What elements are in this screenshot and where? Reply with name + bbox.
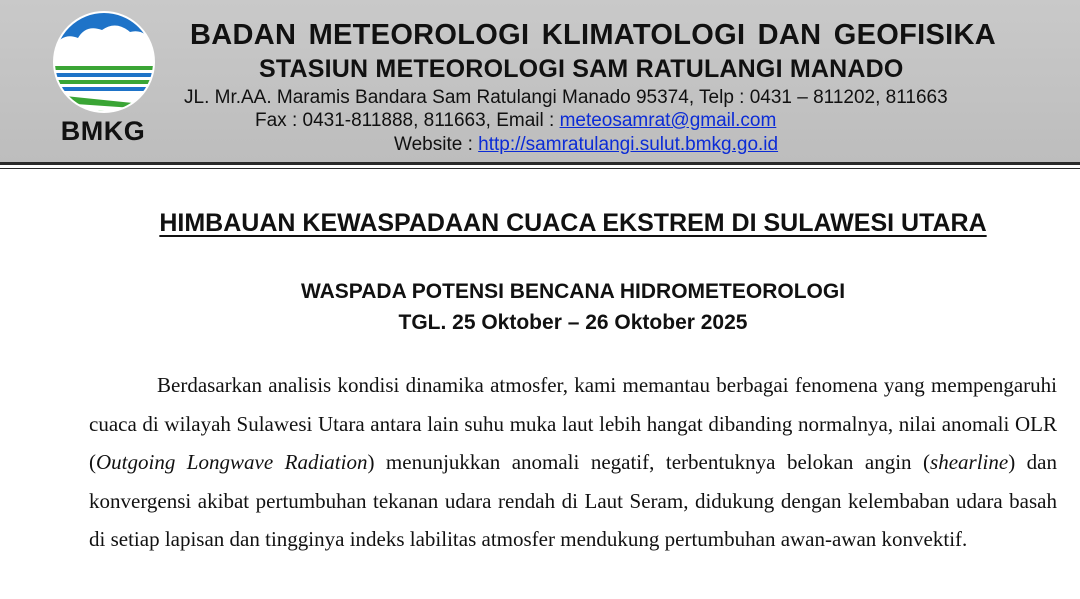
- address-line: JL. Mr.AA. Maramis Bandara Sam Ratulangi Manado 95374, Telp : 0431 – 811202, 811663: [184, 87, 948, 108]
- station-name: STASIUN METEOROLOGI SAM RATULANGI MANADO: [259, 55, 904, 83]
- date-range: TGL. 25 Oktober – 26 Oktober 2025: [398, 311, 748, 334]
- agency-title: BADAN METEOROLOGI KLIMATOLOGI DAN GEOFISIKA: [190, 19, 996, 51]
- website-line: [394, 134, 778, 156]
- letterhead: [0, 0, 1080, 165]
- paragraph-text-3: ) dan konvergensi akibat pertumbuhan tekanan udara rendah di Laut Seram, didukung dengan kelembaban udara basah di setiap lapisan dan tingginya indeks labilitas atmosfer mendukung pertumbuhan awan-awan konvektif.: [89, 450, 1057, 551]
- paragraph-text-1: Berdasarkan analisis kondisi dinamika atmosfer, kami memantau berbagai fenomena yang mempengaruhi cuaca di wilayah Sulawesi Utara antara lain suhu muka laut lebih hangat dibanding normalnya, nilai anomali OLR (: [89, 373, 1057, 474]
- document-subtitle: WASPADA POTENSI BENCANA HIDROMETEOROLOGI: [300, 280, 846, 303]
- paragraph-text-2: ) menunjukkan anomali negatif, terbentuknya belokan angin (: [367, 450, 931, 474]
- email-link[interactable]: meteosamrat@gmail.com: [559, 110, 777, 131]
- website-link[interactable]: http://samratulangi.sulut.bmkg.go.id: [478, 134, 779, 155]
- website-label: Website :: [394, 134, 479, 155]
- paragraph-italic-shearline: shearline: [930, 450, 1009, 474]
- logo-wordmark: BMKG: [60, 116, 146, 146]
- paragraph-italic-olr: Outgoing Longwave Radiation: [96, 450, 368, 474]
- header-divider: [0, 168, 1080, 169]
- body-paragraph: [89, 366, 1057, 559]
- fax-email-line: [255, 110, 776, 132]
- document-title: HIMBAUAN KEWASPADAAN CUACA EKSTREM DI SULAWESI UTARA: [159, 209, 987, 237]
- fax-label: Fax : 0431-811888, 811663, Email :: [255, 110, 560, 131]
